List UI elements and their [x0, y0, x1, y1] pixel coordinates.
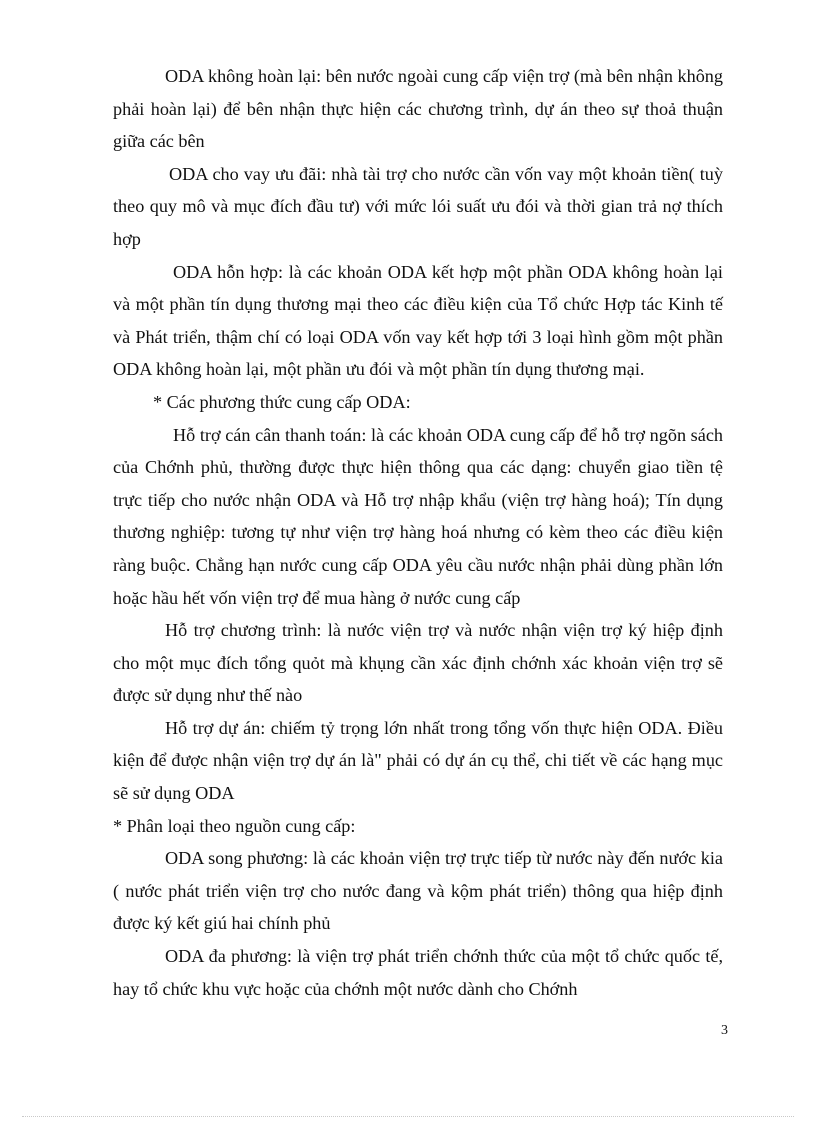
paragraph-oda-mixed: ODA hỗn hợp: là các khoản ODA kết hợp một phần ODA không hoàn lại và một phần tín dụng thương mại theo các điều kiện của Tổ chức Hợp tác Kinh tế và Phát triển, thậm chí có loại ODA vốn vay kết hợp tới 3 loại hình gồm một phần ODA không hoàn lại, một phần ưu đói và một phần tín dụng thương mại. [113, 261, 723, 380]
paragraph-bilateral-oda: ODA song phương: là các khoản viện trợ trực tiếp từ nước này đến nước kia ( nước phát triển viện trợ cho nước đang và kộm phát triển) thông qua hiệp định được ký kết giú hai chính phủ [113, 848, 723, 934]
paragraph-multilateral-oda: ODA đa phương: là viện trợ phát triển chớnh thức của một tổ chức quốc tế, hay tổ chức khu vực hoặc của chớnh một nước dành cho Chớnh [113, 946, 723, 999]
paragraph-program-support: Hỗ trợ chương trình: là nước viện trợ và nước nhận viện trợ ký hiệp định cho một mục đích tổng quỏt mà khụng cần xác định chớnh xác khoản viện trợ sẽ được sử dụng như thế nào [113, 620, 723, 706]
paragraph-project-support: Hỗ trợ dự án: chiếm tỷ trọng lớn nhất trong tổng vốn thực hiện ODA. Điều kiện để được nhận viện trợ dự án là" phải có dự án cụ thể, chi tiết về các hạng mục sẽ sử dụng ODA [113, 717, 723, 804]
page-number: 3 [721, 1023, 728, 1038]
paragraph-balance-of-payments-support: Hỗ trợ cán cân thanh toán: là các khoản ODA cung cấp để hỗ trợ ngõn sách của Chớnh phủ, thường được thực hiện thông qua các dạng: chuyển giao tiền tệ trực tiếp cho nước nhận ODA và Hỗ trợ nhập khẩu (viện trợ hàng hoá); Tín dụng thương nghiệp: tương tự như viện trợ hàng hoá nhưng có kèm theo các điều kiện ràng buộc. Chẳng hạn nước cung cấp ODA yêu cầu nước nhận phải dùng phần lớn hoặc hầu hết vốn viện trợ để mua hàng ở nước cung cấp [113, 424, 723, 608]
paragraph-oda-non-refundable: ODA không hoàn lại: bên nước ngoài cung cấp viện trợ (mà bên nhận không phải hoàn lại) để bên nhận thực hiện các chương trình, dự án theo sự thoả thuận giữa các bên [113, 66, 723, 152]
paragraph-oda-concessional-loan: ODA cho vay ưu đãi: nhà tài trợ cho nước cần vốn vay một khoản tiền( tuỳ theo quy mô và mục đích đầu tư) với mức lói suất ưu đói và thời gian trả nợ thích hợp [113, 163, 723, 249]
document-body [113, 60, 723, 1005]
page-bottom-divider [22, 1116, 794, 1117]
heading-oda-provision-methods: * Các phương thức cung cấp ODA: [153, 391, 411, 412]
heading-classification-by-source: * Phân loại theo nguồn cung cấp: [113, 815, 356, 836]
